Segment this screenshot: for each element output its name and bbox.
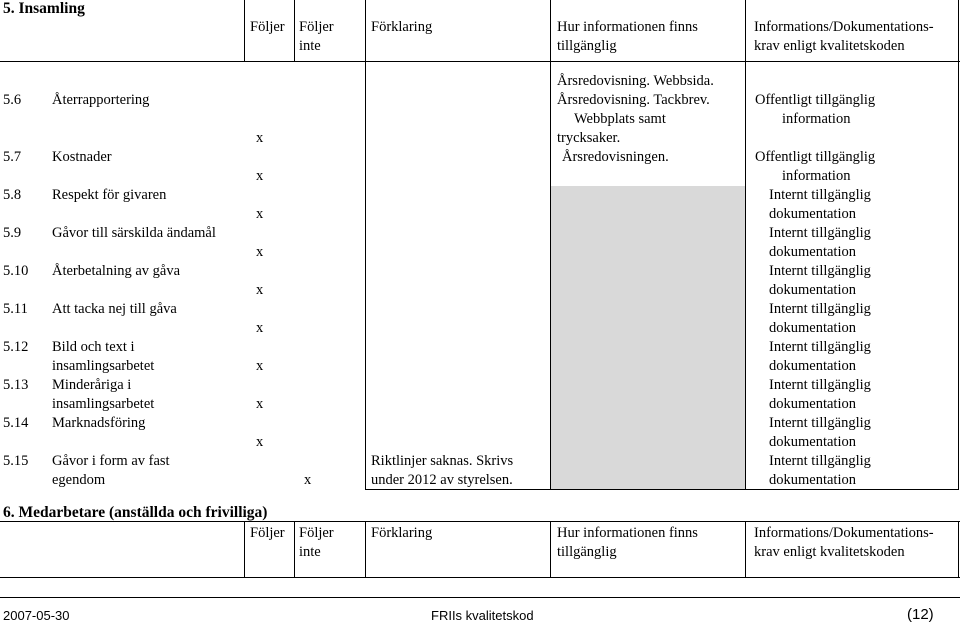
row-forklaring: Riktlinjer saknas. Skrivs	[371, 453, 514, 469]
row-foljer: x	[256, 244, 264, 260]
row-num: 5.12	[3, 339, 29, 355]
col-divider	[365, 521, 366, 578]
row-num: 5.15	[3, 453, 29, 469]
row-label: Bild och text i	[52, 339, 135, 355]
header-hur-2: tillgänglig	[557, 544, 617, 560]
col-divider	[365, 0, 366, 490]
header-foljer: Följer	[250, 19, 285, 35]
row-krav: Offentligt tillgänglig	[755, 92, 876, 108]
row-krav: Internt tillgänglig	[769, 225, 871, 241]
col-divider	[958, 521, 959, 578]
row-krav: dokumentation	[769, 358, 856, 374]
row-foljer: x	[256, 396, 264, 412]
footer-rule	[0, 597, 960, 598]
row-label: Återrapportering	[52, 92, 150, 108]
header-hur-1: Hur informationen finns	[557, 19, 698, 35]
col-divider	[550, 521, 551, 578]
row-num: 5.6	[3, 92, 22, 108]
row-hur: Årsredovisningen.	[562, 149, 669, 165]
row-krav: dokumentation	[769, 206, 856, 222]
header-forklaring: Förklaring	[371, 19, 433, 35]
row-krav: dokumentation	[769, 472, 856, 488]
row-num: 5.7	[3, 149, 22, 165]
header-krav-2: krav enligt kvalitetskoden	[754, 544, 905, 560]
row-krav: Internt tillgänglig	[769, 377, 871, 393]
row-forklaring: under 2012 av styrelsen.	[371, 472, 513, 488]
footer-date: 2007-05-30	[3, 608, 70, 623]
row-krav: dokumentation	[769, 396, 856, 412]
row-num: 5.9	[3, 225, 22, 241]
row-num: 5.11	[3, 301, 28, 317]
row-num: 5.14	[3, 415, 29, 431]
row-krav: Internt tillgänglig	[769, 263, 871, 279]
header-foljer: Följer	[250, 525, 285, 541]
row-krav: dokumentation	[769, 434, 856, 450]
row-num: 5.10	[3, 263, 29, 279]
row-label: Marknadsföring	[52, 415, 146, 431]
section5-title: 5. Insamling	[3, 0, 85, 17]
row-label: insamlingsarbetet	[52, 396, 155, 412]
footer-page: (12)	[907, 606, 934, 623]
row-krav: Internt tillgänglig	[769, 187, 871, 203]
header-foljer-inte-2: inte	[299, 38, 321, 54]
row-label: Respekt för givaren	[52, 187, 167, 203]
header-foljer-inte-2: inte	[299, 544, 321, 560]
row-krav: Internt tillgänglig	[769, 453, 871, 469]
row-hur: trycksaker.	[557, 130, 621, 146]
row-hur: Webbplats samt	[574, 111, 666, 127]
section5-header-rule	[0, 61, 960, 62]
row-label: Minderåriga i	[52, 377, 132, 393]
row-krav: dokumentation	[769, 244, 856, 260]
row-num: 5.13	[3, 377, 29, 393]
col-divider	[745, 521, 746, 578]
header-foljer-inte-1: Följer	[299, 19, 334, 35]
row-hur: Årsredovisning. Tackbrev.	[557, 92, 710, 108]
header-forklaring: Förklaring	[371, 525, 433, 541]
row-label: insamlingsarbetet	[52, 358, 155, 374]
row-label: Återbetalning av gåva	[52, 263, 181, 279]
row-krav: information	[782, 168, 851, 184]
gray-cell	[551, 186, 745, 489]
col-divider	[958, 0, 959, 490]
section6-top-rule	[0, 521, 960, 522]
row-foljer: x	[256, 130, 264, 146]
row-krav: information	[782, 111, 851, 127]
row-foljer: x	[256, 320, 264, 336]
row-label: Gåvor till särskilda ändamål	[52, 225, 216, 241]
col-divider	[244, 521, 245, 578]
header-hur-2: tillgänglig	[557, 38, 617, 54]
footer-title: FRIIs kvalitetskod	[431, 608, 534, 623]
header-krav-1: Informations/Dokumentations-	[754, 525, 934, 541]
row-num: 5.8	[3, 187, 22, 203]
col-divider	[745, 0, 746, 490]
row-label: egendom	[52, 472, 106, 488]
row-foljer: x	[256, 206, 264, 222]
header-foljer-inte-1: Följer	[299, 525, 334, 541]
header-krav-1: Informations/Dokumentations-	[754, 19, 934, 35]
row-foljer: x	[256, 168, 264, 184]
row-foljer: x	[256, 434, 264, 450]
row-krav: Internt tillgänglig	[769, 339, 871, 355]
row-label: Att tacka nej till gåva	[52, 301, 177, 317]
col-divider	[244, 0, 245, 62]
section6-title: 6. Medarbetare (anställda och frivilliga)	[3, 504, 268, 521]
row-foljer: x	[256, 282, 264, 298]
row-label: Gåvor i form av fast	[52, 453, 170, 469]
row-foljer-inte: x	[304, 472, 312, 488]
row-krav: Offentligt tillgänglig	[755, 149, 876, 165]
row-krav: Internt tillgänglig	[769, 301, 871, 317]
header-hur-1: Hur informationen finns	[557, 525, 698, 541]
row-krav: Internt tillgänglig	[769, 415, 871, 431]
row-krav: dokumentation	[769, 320, 856, 336]
row-label: Kostnader	[52, 149, 112, 165]
row-foljer: x	[256, 358, 264, 374]
col-divider	[294, 521, 295, 578]
row-hur: Årsredovisning. Webbsida.	[557, 73, 714, 89]
section6-header-rule	[0, 577, 960, 578]
col-divider	[294, 0, 295, 62]
row-krav: dokumentation	[769, 282, 856, 298]
header-krav-2: krav enligt kvalitetskoden	[754, 38, 905, 54]
